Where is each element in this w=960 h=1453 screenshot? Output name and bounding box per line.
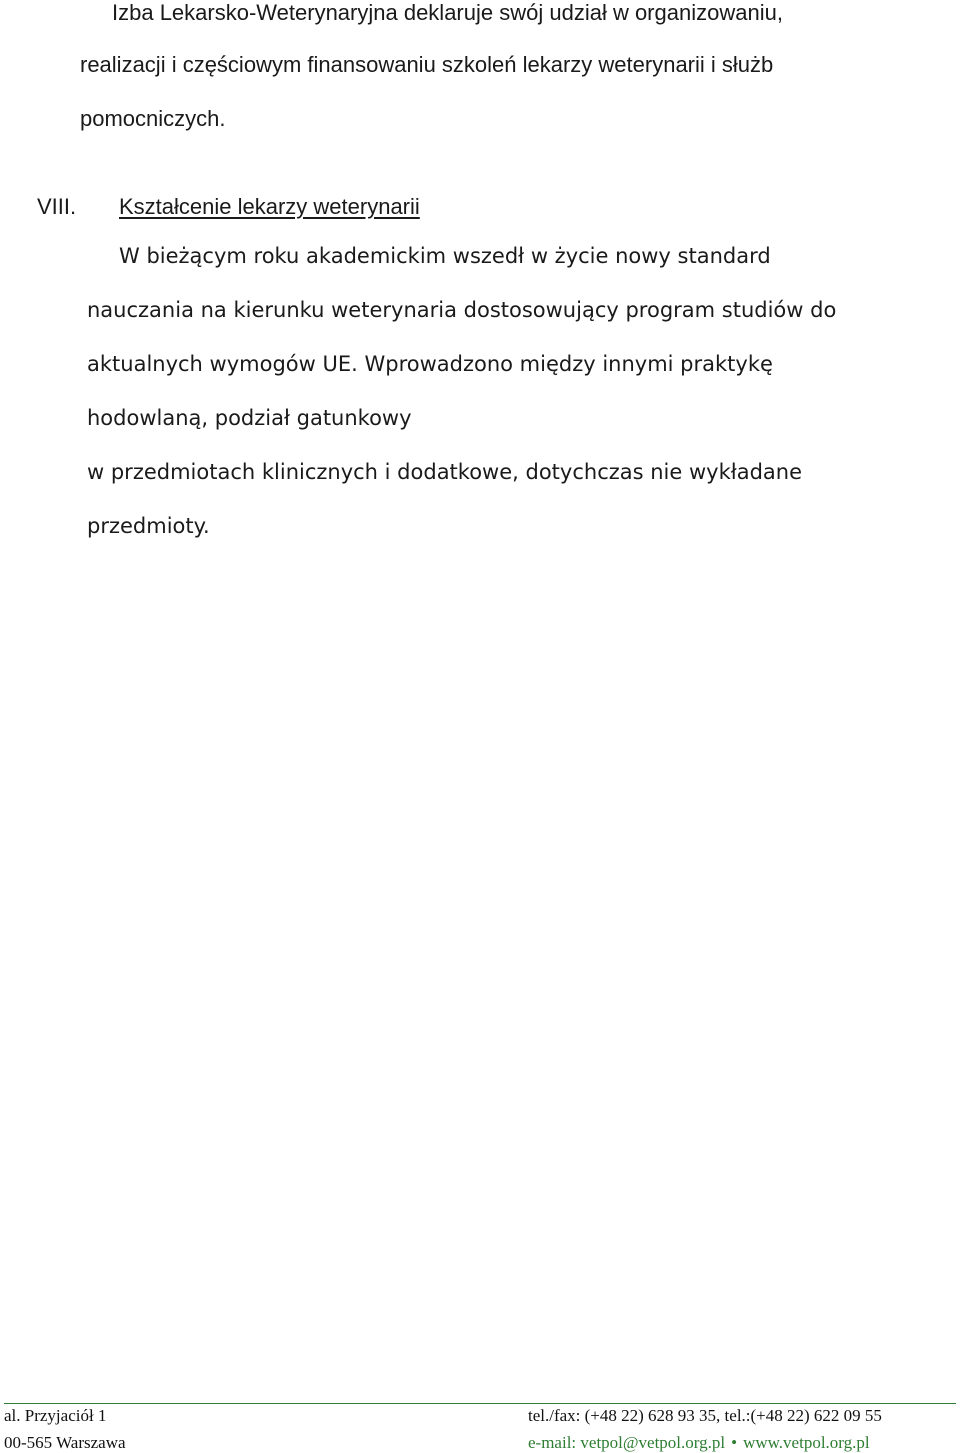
footer-separator: • — [731, 1433, 738, 1452]
section-body-line-3: aktualnych wymogów UE. Wprowadzono między innymi praktykę — [87, 352, 773, 376]
footer-divider — [4, 1403, 956, 1404]
section-body-line-4: hodowlaną, podział gatunkowy — [87, 406, 412, 430]
section-number: VIII. — [37, 194, 77, 219]
footer-contact-line — [528, 1433, 870, 1453]
section-body-line-1: W bieżącym roku akademickim wszedł w życie nowy standard — [119, 244, 771, 268]
footer-website[interactable]: www.vetpol.org.pl — [743, 1433, 870, 1452]
footer-address-line-1: al. Przyjaciół 1 — [4, 1406, 107, 1425]
intro-line-2: realizacji i częściowym finansowaniu szkoleń lekarzy weterynarii i służb — [80, 52, 774, 77]
footer-email[interactable]: e-mail: vetpol@vetpol.org.pl — [528, 1433, 726, 1452]
section-body-line-6: przedmioty. — [87, 514, 210, 538]
section-body-line-5: w przedmiotach klinicznych i dodatkowe, dotychczas nie wykładane — [87, 460, 803, 484]
section-title: Kształcenie lekarzy weterynarii — [119, 194, 420, 219]
footer-phone: tel./fax: (+48 22) 628 93 35, tel.:(+48 22) 622 09 55 — [528, 1406, 882, 1425]
intro-line-1: Izba Lekarsko-Weterynaryjna deklaruje swój udział w organizowaniu, — [112, 0, 783, 25]
intro-line-3: pomocniczych. — [80, 106, 226, 131]
footer-address-line-2: 00-565 Warszawa — [4, 1433, 126, 1452]
section-body-line-2: nauczania na kierunku weterynaria dostosowujący program studiów do — [87, 298, 837, 322]
